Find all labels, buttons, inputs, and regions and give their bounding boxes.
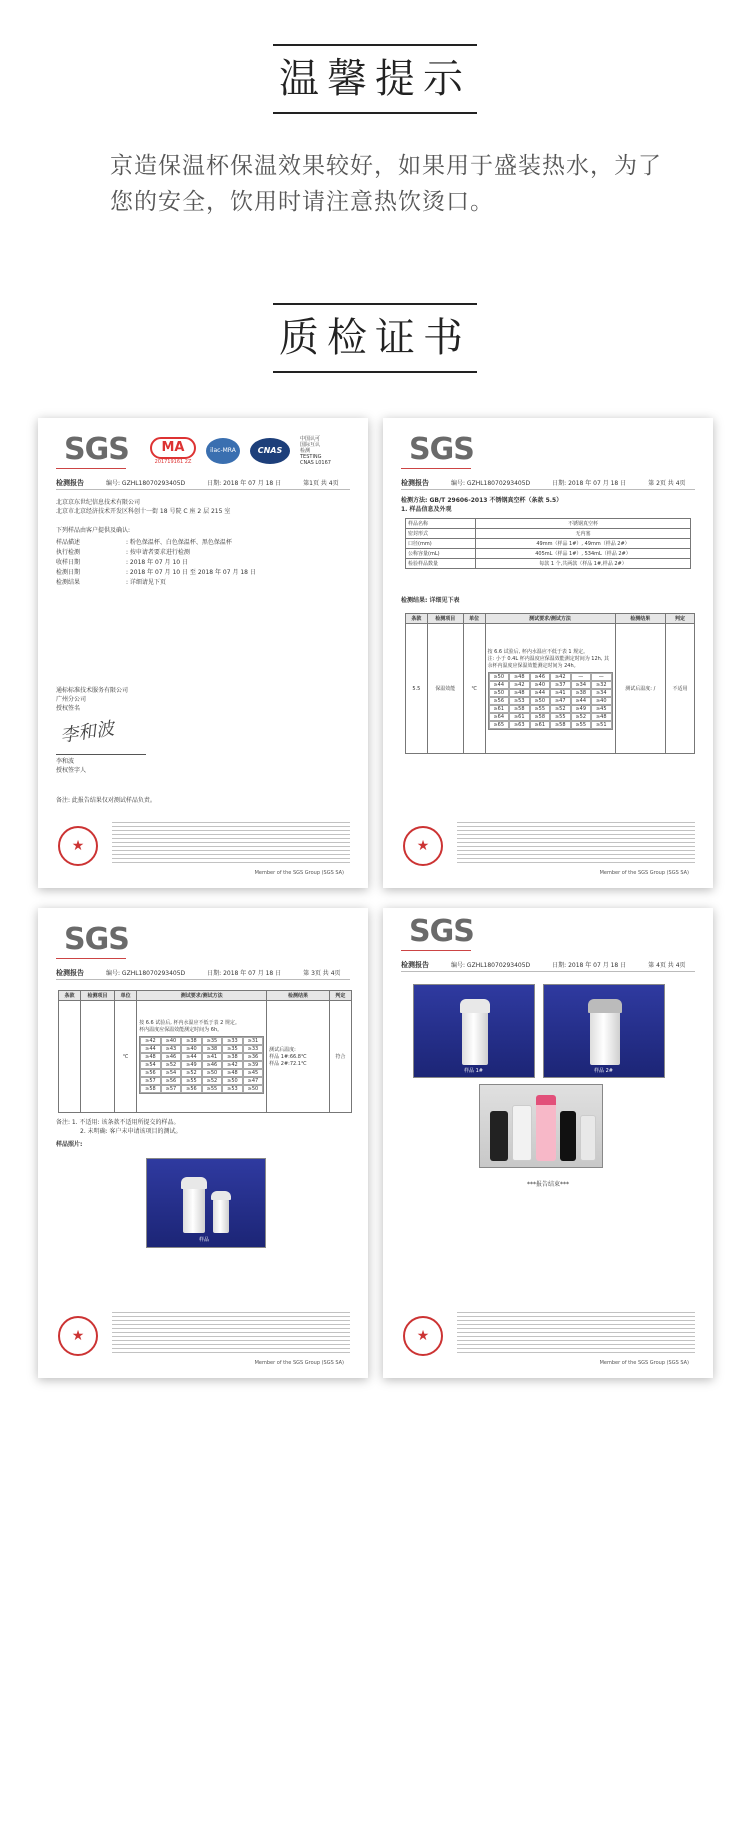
grid-cell: ≥52 xyxy=(571,713,592,721)
grid-cell: ≥38 xyxy=(181,1037,202,1045)
result-label: 检测结果: 详细见下表 xyxy=(401,597,460,604)
grid-cell: ≥42 xyxy=(550,673,571,681)
report-end: ***报告结束*** xyxy=(526,1181,569,1188)
handwritten-signature: 李和波 xyxy=(59,718,116,747)
sgs-logo: SGS xyxy=(409,432,474,467)
fine-print xyxy=(457,1312,695,1356)
grid-cell: ≥48 xyxy=(509,673,530,681)
grid-cell: ≥57 xyxy=(161,1085,182,1093)
grid-cell: ≥55 xyxy=(202,1085,223,1093)
grid-cell: ≥61 xyxy=(530,721,551,729)
grid-cell: ≥42 xyxy=(140,1037,161,1045)
grid-cell: ≥55 xyxy=(530,705,551,713)
grid-cell: ≥45 xyxy=(591,705,612,713)
client-info: 北京京东世纪信息技术有限公司 北京市北京经济技术开发区科创十一街 18 号院 C 座 2 层 215 室 xyxy=(56,499,231,515)
grid-cell: ≥57 xyxy=(140,1077,161,1085)
sample-info-table: 样品名称 不锈钢真空杯 密封形式 无内塞 口径(mm) 49mm（样品 1#）, 49mm（样品 2#） 公称容量(mL) 405mL（样品 1#）, 534mL（样品 2#） 检验样品数量 每款 1 个,共两款（样品 1#,样品 2#） xyxy=(405,518,691,569)
member-footer: Member of the SGS Group (SGS SA) xyxy=(254,870,344,876)
grid-cell: ≥50 xyxy=(489,689,510,697)
fine-print xyxy=(457,822,695,866)
grid-cell: ≥36 xyxy=(243,1053,264,1061)
grid-cell: ≥63 xyxy=(509,721,530,729)
grid-cell: ≥42 xyxy=(509,681,530,689)
sgs-underline xyxy=(56,958,126,959)
grid-cell: ≥58 xyxy=(140,1085,161,1093)
grid-cell: ≥49 xyxy=(181,1061,202,1069)
grid-cell: ≥61 xyxy=(509,713,530,721)
test-method: 检测方法: GB/T 29606-2013 不锈钢真空杯（条款 5.5） 1. 样品信息及外观 xyxy=(401,497,563,513)
sgs-seal-icon xyxy=(58,826,98,866)
report-notes: 备注: 1. 不适用: 该条款不适用所提交的样品。 2. 未明确: 客户未申请该项目的测试。 样品照片: xyxy=(56,1119,182,1148)
sample-fields: 样品描述 : 粉色保温杯、白色保温杯、黑色保温杯 执行检测 : 按申请者要求进行检测 收样日期 : 2018 年 07 月 10 日 检测日期 : 2018 年 07 月 10 日 至 2018 年 07 月 18 日 检测结果 : 详细请见下页 xyxy=(56,539,256,586)
report-page-4 xyxy=(383,908,713,1378)
fine-print xyxy=(112,822,350,866)
grid-cell: — xyxy=(571,673,592,681)
grid-cell: ≥52 xyxy=(161,1061,182,1069)
report-header: 检测报告 编号: GZHL18070293405D 日期: 2018 年 07 月 18 日 第 3页 共 4页 xyxy=(56,968,350,980)
grid-cell: ≥44 xyxy=(140,1045,161,1053)
sample-1-caption: 样品 1# xyxy=(464,1068,483,1074)
grid-cell: ≥38 xyxy=(222,1053,243,1061)
grid-cell: ≥58 xyxy=(550,721,571,729)
report-header: 检测报告 编号: GZHL18070293405D 日期: 2018 年 07 月 18 日 第1页 共 4页 xyxy=(56,478,350,490)
grid-cell: ≥44 xyxy=(181,1053,202,1061)
member-footer: Member of the SGS Group (SGS SA) xyxy=(599,1360,689,1366)
sgs-seal-icon xyxy=(403,826,443,866)
grid-cell: ≥40 xyxy=(161,1037,182,1045)
grid-cell: ≥40 xyxy=(530,681,551,689)
grid-cell: ≥35 xyxy=(222,1045,243,1053)
grid-cell: ≥47 xyxy=(243,1077,264,1085)
report-note: 备注: 此报告结果仅对测试样品负责。 xyxy=(56,797,156,804)
grid-cell: ≥50 xyxy=(530,697,551,705)
grid-cell: ≥50 xyxy=(243,1085,264,1093)
photo-caption: 样品 xyxy=(199,1237,210,1243)
grid-cell: ≥44 xyxy=(489,681,510,689)
grid-cell: ≥40 xyxy=(181,1045,202,1053)
grid-cell: ≥58 xyxy=(530,713,551,721)
report-header: 检测报告 编号: GZHL18070293405D 日期: 2018 年 07 月 18 日 第 2页 共 4页 xyxy=(401,478,695,490)
grid-cell: ≥50 xyxy=(489,673,510,681)
cnas-logo: CNAS xyxy=(250,438,290,464)
grid-cell: ≥41 xyxy=(202,1053,223,1061)
grid-cell: ≥38 xyxy=(571,689,592,697)
grid-cell: ≥56 xyxy=(181,1085,202,1093)
sgs-seal-icon xyxy=(58,1316,98,1356)
sample-1-photo xyxy=(413,984,535,1078)
sgs-logo: SGS xyxy=(409,914,474,949)
grid-cell: ≥56 xyxy=(489,697,510,705)
sample-2-photo xyxy=(543,984,665,1078)
grid-cell: ≥56 xyxy=(161,1077,182,1085)
warm-tip-title: 温馨提示 xyxy=(273,44,477,114)
grid-cell: ≥52 xyxy=(202,1077,223,1085)
grid-cell: ≥54 xyxy=(161,1069,182,1077)
warm-tip-text: 京造保温杯保温效果较好，如果用于盛装热水，为了您的安全，饮用时请注意热饮烫口。 xyxy=(110,153,662,215)
grid-cell: ≥40 xyxy=(591,697,612,705)
grid-cell: ≥34 xyxy=(571,681,592,689)
sample-2-caption: 样品 2# xyxy=(594,1068,613,1074)
grid-cell: ≥48 xyxy=(140,1053,161,1061)
grid-cell: ≥43 xyxy=(161,1045,182,1053)
grid-cell: ≥38 xyxy=(202,1045,223,1053)
grid-cell: ≥42 xyxy=(222,1061,243,1069)
grid-cell: ≥39 xyxy=(243,1061,264,1069)
report-page-1 xyxy=(38,418,368,888)
results-table: 条款 检测项目 单位 测试要求/测试方法 检测结果 判定 5.5 保温效能 ℃ 按 6.6 试验后, 杯内水温应不低于表 1 规定。 注: 小于 0.4L 杯内温度应保温效能测定时间为 12h, 其余杯内温度应保温效能测定时间为 24h。 ≥50 ≥48 ≥46 ≥42 — — ≥44 ≥42 ≥40 ≥37 ≥34 ≥32 ≥50 ≥48 ≥44 ≥41 ≥38 ≥34 ≥56 ≥53 ≥50 ≥47 ≥44 ≥40 ≥61 ≥58 ≥55 ≥52 ≥49 ≥45 ≥64 ≥61 ≥58 ≥55 ≥52 ≥48 ≥65 ≥63 ≥61 ≥58 ≥55 ≥51 测试后温度: / 不适用 xyxy=(405,613,695,754)
grid-cell: ≥52 xyxy=(550,705,571,713)
sgs-logo: SGS xyxy=(64,432,129,467)
grid-cell: ≥44 xyxy=(530,689,551,697)
grid-cell: ≥44 xyxy=(571,697,592,705)
grid-cell: ≥48 xyxy=(509,689,530,697)
sample-photo xyxy=(146,1158,266,1248)
results-table: 条款 检测项目 单位 测试要求/测试方法 检测结果 判定 ℃ 按 6.6 试验后, 杯内水温应不低于表 2 规定。 杯内温度应保温效能测定时间为 6h。 ≥42 ≥40 ≥38 ≥35 ≥33 ≥31 ≥44 ≥43 ≥40 ≥38 ≥35 ≥33 ≥48 ≥46 ≥44 ≥41 ≥38 ≥36 ≥54 ≥52 ≥49 ≥46 ≥42 ≥39 ≥56 ≥54 ≥52 ≥50 ≥48 ≥45 ≥57 ≥56 ≥55 ≥52 ≥50 ≥47 ≥58 ≥57 ≥56 ≥55 ≥53 ≥50 测试后温度: 样品 1#:66.8℃ 样品 2#:72.1℃ 符合 xyxy=(58,990,352,1113)
grid-cell: ≥46 xyxy=(202,1061,223,1069)
grid-cell: ≥64 xyxy=(489,713,510,721)
report-header: 检测报告 编号: GZHL18070293405D 日期: 2018 年 07 月 18 日 第 4页 共 4页 xyxy=(401,960,695,972)
all-samples-photo xyxy=(479,1084,603,1168)
sgs-underline xyxy=(401,950,471,951)
report-page-2 xyxy=(383,418,713,888)
cnas-text: 中国认可 国际互认 检测 TESTING CNAS L0167 xyxy=(300,436,331,466)
grid-cell: — xyxy=(591,673,612,681)
grid-cell: ≥37 xyxy=(550,681,571,689)
grid-cell: ≥52 xyxy=(181,1069,202,1077)
ma-logo: MA xyxy=(150,437,196,459)
grid-cell: ≥46 xyxy=(161,1053,182,1061)
grid-cell: ≥34 xyxy=(591,689,612,697)
grid-cell: ≥65 xyxy=(489,721,510,729)
member-footer: Member of the SGS Group (SGS SA) xyxy=(254,1360,344,1366)
grid-cell: ≥31 xyxy=(243,1037,264,1045)
grid-cell: ≥50 xyxy=(202,1069,223,1077)
grid-cell: ≥33 xyxy=(243,1045,264,1053)
grid-cell: ≥47 xyxy=(550,697,571,705)
grid-cell: ≥55 xyxy=(571,721,592,729)
grid-cell: ≥45 xyxy=(243,1069,264,1077)
grid-cell: ≥51 xyxy=(591,721,612,729)
member-footer: Member of the SGS Group (SGS SA) xyxy=(599,870,689,876)
grid-cell: ≥54 xyxy=(140,1061,161,1069)
certificate-title: 质检证书 xyxy=(273,303,477,373)
grid-cell: ≥61 xyxy=(489,705,510,713)
grid-cell: ≥41 xyxy=(550,689,571,697)
accreditation-logos xyxy=(150,436,331,466)
signer-info: 李和波 授权签字人 xyxy=(56,754,146,775)
temperature-grid xyxy=(139,1036,264,1094)
certificate-heading xyxy=(0,303,750,373)
sgs-underline xyxy=(56,468,126,469)
sgs-logo: SGS xyxy=(64,922,129,957)
ma-number: 201719161 2Z xyxy=(154,459,192,465)
grid-cell: ≥53 xyxy=(222,1085,243,1093)
grid-cell: ≥33 xyxy=(222,1037,243,1045)
grid-cell: ≥55 xyxy=(181,1077,202,1085)
sample-intro: 下列样品由客户提供及确认: xyxy=(56,527,131,534)
sgs-seal-icon xyxy=(403,1316,443,1356)
grid-cell: ≥32 xyxy=(591,681,612,689)
warm-tip-heading xyxy=(0,44,750,114)
grid-cell: ≥48 xyxy=(222,1069,243,1077)
grid-cell: ≥49 xyxy=(571,705,592,713)
report-page-3 xyxy=(38,908,368,1378)
grid-cell: ≥50 xyxy=(222,1077,243,1085)
fine-print xyxy=(112,1312,350,1356)
temperature-grid xyxy=(488,672,613,730)
grid-cell: ≥56 xyxy=(140,1069,161,1077)
grid-cell: ≥55 xyxy=(550,713,571,721)
grid-cell: ≥35 xyxy=(202,1037,223,1045)
sgs-underline xyxy=(401,468,471,469)
signature-block: 通标标准技术服务有限公司 广州分公司 授权签名 xyxy=(56,687,129,712)
grid-cell: ≥58 xyxy=(509,705,530,713)
grid-cell: ≥48 xyxy=(591,713,612,721)
grid-cell: ≥53 xyxy=(509,697,530,705)
ilac-mra-logo: ilac-MRA xyxy=(206,438,240,464)
grid-cell: ≥46 xyxy=(530,673,551,681)
